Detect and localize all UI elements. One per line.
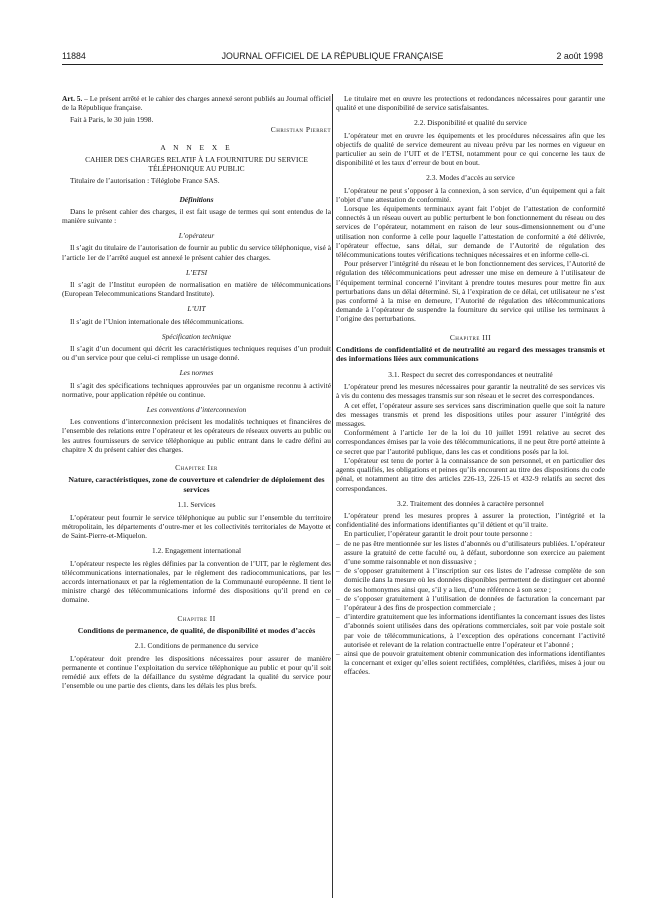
section-2-3-text-a: L’opérateur ne peut s’opposer à la connexion, à son service, d’un équipement qui a fait l’objet d’une attestation de conformité. [336, 185, 605, 204]
list-item: – de s’opposer gratuitement à l’inscription sur ces listes de l’adresse complète de son domicile dans la mesure où les données disponibles permettent de distinguer cet abonné de ses homonymes ainsi que, s’il y a lieu, d’une référence à son sexe ; [336, 566, 605, 594]
heading-operateur: L’opérateur [178, 231, 215, 241]
text-normes: Il s’agit des spécifications techniques approuvées par un organisme reconnu à activité normative, pour application répétée ou continue. [62, 380, 331, 399]
section-2-3-text-c: Pour préserver l’intégrité du réseau et le bon fonctionnement des services, l’Autorité de régulation des télécommunications peut adresser une mise en demeure à l’utilisateur de l’équipement terminal concerné l’invitant à prendre toutes mesures pour mettre fin aux perturbations dans un délai déterminé. Si, à l’expiration de ce délai, cet utilisateur ne s’est pas conformé à la mise en demeure, l’Autorité de régulation des télécommunications demande à l’opérateur de suspendre la fourniture du service qui utilise les terminaux à l’origine des perturbations. [336, 259, 605, 324]
section-2-1-text: L’opérateur doit prendre les dispositions nécessaires pour assurer de manière permanente et continue l’exploitation du service téléphonique au public et pour qu’il soit remédié aux effets de la défaillance du système dégradant la qualité du service pour l’ensemble ou une partie des clients, dans les délais les plus brefs. [62, 653, 331, 691]
section-2-1-heading: 2.1. Conditions de permanence du service [134, 641, 259, 651]
section-1-2-heading: 1.2. Engagement international [151, 546, 242, 556]
section-3-2-text-a: L’opérateur prend les mesures propres à assurer la protection, l’intégrité et la confidentialité des informations identifiantes qu’il détient et qu’il traite. [336, 510, 605, 530]
section-1-1-text: L’opérateur peut fournir le service téléphonique au public sur l’ensemble du territoire métropolitain, les départements d’outre-mer et les collectivités territoriales de Mayotte et de Saint-Pierre-et-Miquelon. [62, 512, 331, 541]
page-number: 11884 [62, 51, 86, 61]
fait-a-paris: Fait à Paris, le 30 juin 1998. [70, 115, 154, 125]
section-3-1-text-d: L’opérateur est tenu de porter à la connaissance de son personnel, et en particulier des agents qualifiés, les obligations et peines qu’ils encourent au titre des dispositions du code pénal, et notamment au titre des articles 226-13, 226-15 et 432-9 relatifs au secret des correspondances. [336, 455, 605, 493]
heading-specification: Spécification technique [161, 331, 232, 341]
section-1-2-text: L’opérateur respecte les règles définies par la convention de l’UIT, par le règlement des télécommunications internationales, par le règlement des radiocommunications, par les accords internationaux et par la réglementation de la Communauté européenne. Il tient le ministre chargé des télécommunications informé des dispositions qu’il prend en ce domaine. [62, 558, 331, 605]
section-3-1-heading: 3.1. Respect du secret des correspondances et neutralité [388, 370, 553, 380]
article-5-text: – Le présent arrêté et le cahier des charges annexé seront publiés au Journal officiel de la République française. [62, 94, 331, 113]
definitions-intro: Dans le présent cahier des charges, il est fait usage de termes qui sont entendus de la manière suivante : [62, 206, 331, 226]
list-item: – de ne pas être mentionnée sur les listes d’abonnés ou d’utilisateurs publiées. L’opérateur assure la gratuité de cette faculté ou, à défaut, subordonne son exercice au paiement d’une somme raisonnable et non dissuasive ; [336, 539, 605, 567]
section-2-3-heading: 2.3. Modes d’accès au service [426, 173, 515, 183]
titulaire: Titulaire de l’autorisation : Téléglobe France SAS. [70, 176, 220, 186]
section-1-1-heading: 1.1. Services [177, 500, 216, 510]
chapter-2-title: Conditions de permanence, de qualité, de disponibilité et modes d’accès [77, 625, 316, 635]
list-item: – d’interdire gratuitement que les informations identifiantes la concernant issues des listes d’abonnés soient utilisées dans des opérations commerciales, soit par voie postale soit par voie de télécommunications, à l’exception des opérations concernant l’activité autorisée et relevant de la relation contractuelle entre l’opérateur et l’abonné ; [336, 612, 605, 649]
heading-conventions: Les conventions d’interconnexion [146, 405, 247, 415]
chapter-1-label: Chapitre Ier [175, 463, 218, 473]
section-3-2-text-b: En particulier, l’opérateur garantit le droit pour toute personne : [344, 529, 533, 539]
chapter-3-label: Chapitre III [449, 332, 492, 342]
section-2-2-heading: 2.2. Disponibilité et qualité du service [414, 118, 527, 128]
text-etsi: Il s’agit de l’Institut européen de normalisation en matière de télécommunications (European Telecommunications Standard Institute). [62, 280, 331, 299]
journal-title: JOURNAL OFFICIEL DE LA RÉPUBLIQUE FRANÇAISE [221, 51, 444, 61]
list-item: – ainsi que de pouvoir gratuitement obtenir communication des informations identifiantes la concernant et exiger qu’elles soient rectifiées, complétées, clarifiées, mises à jour ou effacées. [336, 649, 605, 677]
heading-etsi: L’ETSI [185, 267, 208, 277]
heading-uit: L’UIT [187, 304, 206, 314]
article-5 [62, 94, 331, 112]
column-divider [332, 94, 333, 898]
definitions-heading: Définitions [179, 194, 214, 204]
section-3-1-text-b: A cet effet, l’opérateur assure ses services sans discrimination quelle que soit la nature des messages transmis et prend les dispositions utiles pour assurer l’intégrité des messages. [336, 400, 605, 429]
text-specification: Il s’agit d’un document qui décrit les caractéristiques techniques requises d’un produit ou d’un service pour que celui-ci remplisse un usage donné. [62, 344, 331, 363]
signature: Christian Pierret [270, 124, 331, 134]
right-column [336, 94, 605, 677]
section-3-2-heading: 3.2. Traitement des données à caractère personnel [397, 498, 544, 508]
issue-date: 2 août 1998 [556, 51, 603, 61]
heading-normes: Les normes [179, 368, 214, 378]
article-5-label: Art. 5. [62, 94, 83, 103]
text-operateur: Il s’agit du titulaire de l’autorisation de fournir au public du service téléphonique, visé à l’article 1er de l’arrêté auquel est annexé le présent cahier des charges. [62, 243, 331, 262]
chapter-1-title: Nature, caractéristiques, zone de couverture et calendrier de déploiement des services [68, 475, 325, 494]
chapter-3-title: Conditions de confidentialité et de neutralité au regard des messages transmis et des informations liées aux communications [336, 344, 605, 364]
cahier-title: CAHIER DES CHARGES RELATIF À LA FOURNITURE DU SERVICE TÉLÉPHONIQUE AU PUBLIC [85, 155, 308, 174]
rights-list [336, 539, 605, 677]
text-uit: Il s’agit de l’Union internationale des télécommunications. [70, 316, 244, 326]
section-2-2-text: L’opérateur met en œuvre les équipements et les procédures nécessaires afin que les objectifs de qualité de service demeurent au niveau prévu par les normes en vigueur en particulier au sein de l’UIT et de l’ETSI, notamment pour ce qui concerne les taux de disponibilité et les taux d’erreur de bout en bout. [336, 130, 605, 168]
list-item: – de s’opposer gratuitement à l’utilisation de données de facturation la concernant par l’opérateur à des fins de prospection commerciale ; [336, 594, 605, 612]
page-header [62, 52, 603, 65]
section-3-1-text-c: Conformément à l’article 1er de la loi du 10 juillet 1991 relative au secret des correspondances émises par la voie des télécommunications, il ne peut être porté atteinte à ce secret que par l’autorité publique, dans les cas et conditions posés par la loi. [336, 428, 605, 456]
section-3-1-text-a: L’opérateur prend les mesures nécessaires pour garantir la neutralité de ses services vis à vis du contenu des messages transmis sur son réseau et le secret des correspondances. [336, 382, 605, 401]
chapter-2-label: Chapitre II [177, 613, 216, 623]
text-conventions: Les conventions d’interconnexion précisent les modalités techniques et financières de l’ensemble des relations entre l’opérateur et les opérateurs de réseaux ouverts au public ou les autres fournisseurs de service téléphonique au public entrant dans le cadre défini au chapitre X du présent cahier des charges. [62, 417, 331, 454]
section-2-3-text-b: Lorsque les équipements terminaux ayant fait l’objet de l’attestation de conformité connectés à un réseau ouvert au public perturbent le bon fonctionnement du réseau ou des services de l’opérateur, notamment en raison de leur sous-dimensionnement ou d’une utilisation non conforme à celle pour laquelle l’attestation de conformité a été délivrée, l’opérateur effectue, sans délai, sur demande de l’Autorité de régulation des télécommunications toutes vérifications techniques nécessaires et en informe celle-ci. [336, 204, 605, 260]
annexe-heading: A N N E X E [160, 142, 233, 152]
section-2-1-continuation: Le titulaire met en œuvre les protections et redondances nécessaires pour garantir une qualité et une disponibilité de service satisfaisantes. [336, 94, 605, 113]
left-column [62, 94, 331, 690]
